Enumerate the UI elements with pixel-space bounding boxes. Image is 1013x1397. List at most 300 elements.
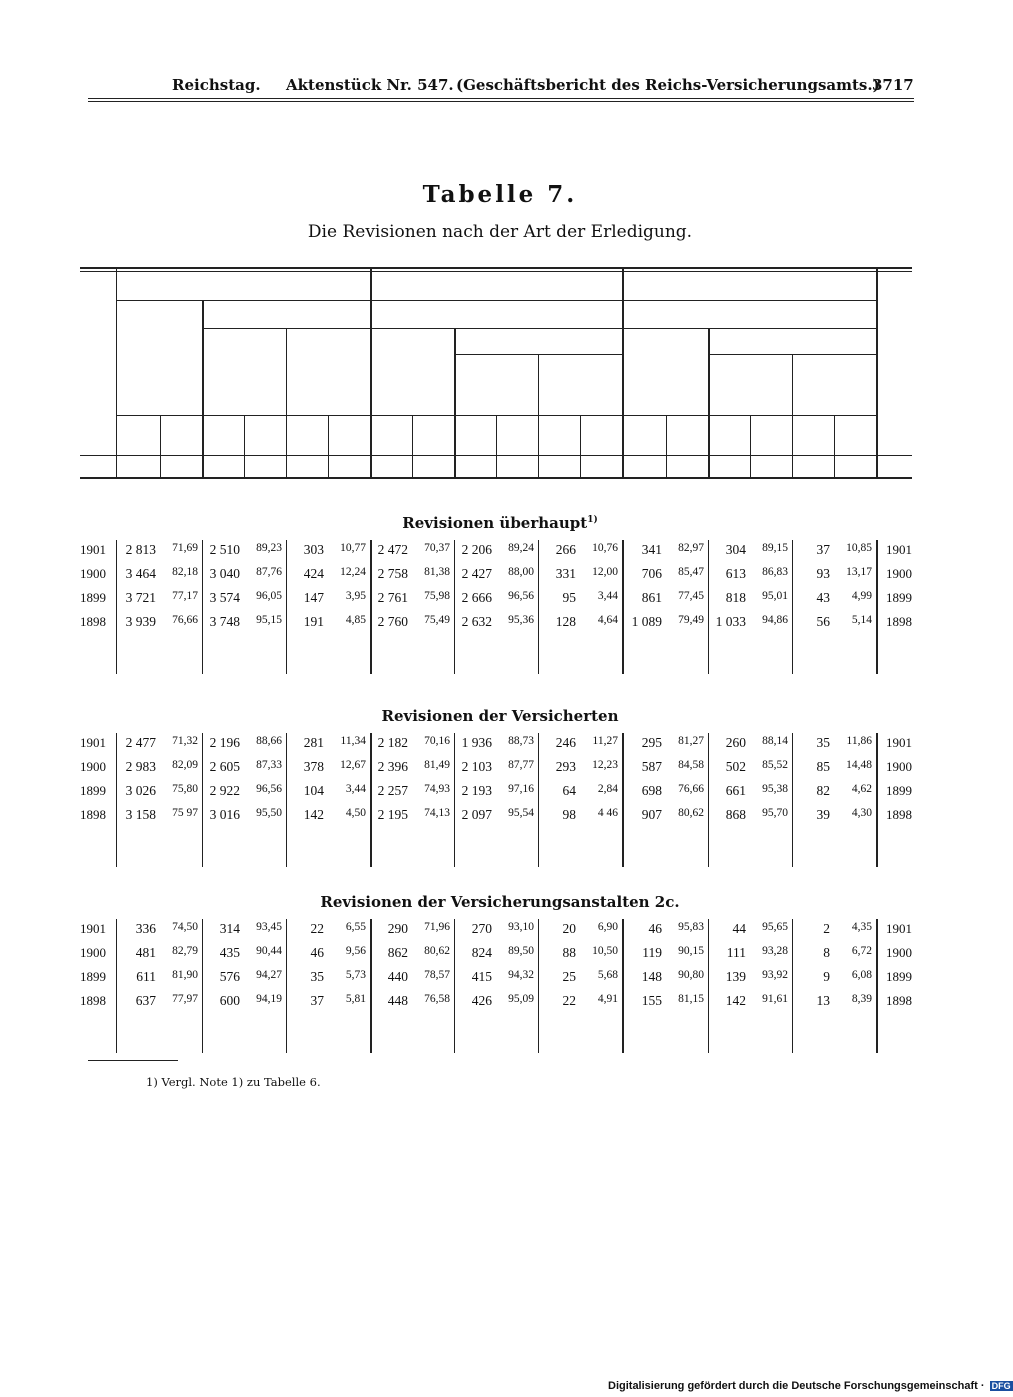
cell-prozent: 95,54 — [508, 807, 534, 819]
body-vline-0-3 — [454, 540, 455, 674]
body-vline-0-6 — [876, 540, 878, 674]
cell-prozent: 75,49 — [424, 614, 450, 626]
body-vline-2-3 — [454, 919, 455, 1053]
cell-prozent: 93,10 — [508, 921, 534, 933]
cell-absolut: 698 — [641, 783, 662, 798]
cell-prozent: 6,72 — [851, 945, 872, 957]
cell-prozent: 10,77 — [340, 542, 366, 554]
body-vline-b-0-0 — [286, 540, 287, 674]
cell-absolut: 3 721 — [125, 590, 156, 605]
cell-absolut: 2 427 — [461, 566, 492, 581]
row-year-right: 1901 — [886, 542, 912, 557]
cell-prozent: 8,39 — [851, 993, 872, 1005]
cell-prozent: 4,50 — [345, 807, 366, 819]
section-title-text: Revisionen überhaupt — [402, 514, 588, 532]
body-vline-1-0 — [116, 733, 117, 867]
cell-absolut: 2 206 — [461, 542, 492, 557]
cell-prozent: 95,36 — [508, 614, 534, 626]
cell-absolut: 3 574 — [209, 590, 240, 605]
cell-prozent: 12,23 — [592, 759, 618, 771]
cell-absolut: 3 464 — [125, 566, 156, 581]
body-vline-2-0 — [116, 919, 117, 1053]
running-header-subject: (Geschäftsbericht des Reichs-Versicherungsamts.) — [456, 76, 880, 94]
cell-prozent: 78,57 — [424, 969, 450, 981]
cell-absolut: 824 — [471, 945, 492, 960]
cell-prozent: 6,55 — [345, 921, 366, 933]
cell-absolut: 2 632 — [461, 614, 492, 629]
row-year-left: 1898 — [80, 807, 106, 822]
cell-prozent: 90,15 — [678, 945, 704, 957]
cell-prozent: 88,73 — [508, 735, 534, 747]
header-top-rule — [80, 267, 912, 269]
cell-absolut: 304 — [725, 542, 746, 557]
body-vline-b-2-1 — [538, 919, 539, 1053]
cell-absolut: 637 — [135, 993, 156, 1008]
cell-prozent: 90,44 — [256, 945, 282, 957]
cell-absolut: 2 758 — [377, 566, 408, 581]
hdr-vline-pair-7 — [750, 415, 751, 477]
cell-absolut: 246 — [555, 735, 576, 750]
cell-absolut: 142 — [725, 993, 746, 1008]
row-year-left: 1901 — [80, 735, 106, 750]
row-year-left: 1900 — [80, 759, 106, 774]
cell-absolut: 331 — [555, 566, 576, 581]
cell-absolut: 37 — [310, 993, 324, 1008]
cell-absolut: 415 — [471, 969, 492, 984]
body-vline-0-0 — [116, 540, 117, 674]
cell-absolut: 907 — [641, 807, 662, 822]
cell-prozent: 4,85 — [345, 614, 366, 626]
cell-absolut: 2 605 — [209, 759, 240, 774]
cell-absolut: 2 196 — [209, 735, 240, 750]
cell-prozent: 10,85 — [846, 542, 872, 554]
cell-prozent: 96,56 — [256, 783, 282, 795]
cell-absolut: 128 — [555, 614, 576, 629]
hdr-vline-pair-0 — [160, 415, 161, 477]
cell-absolut: 861 — [641, 590, 662, 605]
cell-prozent: 11,86 — [846, 735, 872, 747]
cell-absolut: 22 — [562, 993, 576, 1008]
body-vline-0-5 — [708, 540, 709, 674]
cell-prozent: 70,37 — [424, 542, 450, 554]
row-year-left: 1901 — [80, 921, 106, 936]
hdr-vline-pair-2 — [328, 415, 329, 477]
cell-absolut: 82 — [816, 783, 830, 798]
cell-prozent: 4,91 — [597, 993, 618, 1005]
cell-absolut: 426 — [471, 993, 492, 1008]
cell-prozent: 71,96 — [424, 921, 450, 933]
cell-absolut: 2 396 — [377, 759, 408, 774]
cell-absolut: 2 195 — [377, 807, 408, 822]
cell-prozent: 13,17 — [846, 566, 872, 578]
cell-absolut: 2 477 — [125, 735, 156, 750]
cell-prozent: 85,52 — [762, 759, 788, 771]
row-year-left: 1900 — [80, 945, 106, 960]
footnote-rule — [88, 1060, 178, 1061]
cell-prozent: 74,93 — [424, 783, 450, 795]
row-year-right: 1900 — [886, 566, 912, 581]
cell-prozent: 95,15 — [256, 614, 282, 626]
cell-absolut: 706 — [641, 566, 662, 581]
cell-absolut: 3 158 — [125, 807, 156, 822]
cell-prozent: 94,27 — [256, 969, 282, 981]
cell-prozent: 4,64 — [597, 614, 618, 626]
cell-prozent: 80,62 — [424, 945, 450, 957]
body-vline-0-1 — [202, 540, 203, 674]
cell-absolut: 611 — [136, 969, 156, 984]
body-vline-0-4 — [622, 540, 624, 674]
cell-absolut: 147 — [303, 590, 324, 605]
cell-prozent: 81,38 — [424, 566, 450, 578]
row-year-left: 1900 — [80, 566, 106, 581]
cell-prozent: 5,73 — [345, 969, 366, 981]
cell-prozent: 71,69 — [172, 542, 198, 554]
cell-prozent: 90,80 — [678, 969, 704, 981]
row-year-right: 1899 — [886, 783, 912, 798]
cell-absolut: 481 — [135, 945, 156, 960]
cell-absolut: 39 — [816, 807, 830, 822]
cell-prozent: 2,84 — [597, 783, 618, 795]
cell-prozent: 9,56 — [345, 945, 366, 957]
cell-prozent: 76,66 — [678, 783, 704, 795]
cell-absolut: 1 033 — [715, 614, 746, 629]
cell-absolut: 93 — [816, 566, 830, 581]
page-number: 3717 — [872, 76, 914, 94]
body-vline-b-2-0 — [286, 919, 287, 1053]
page-subtitle: Die Revisionen nach der Art der Erledigung. — [307, 222, 693, 242]
cell-absolut: 155 — [641, 993, 662, 1008]
body-vline-b-0-1 — [538, 540, 539, 674]
body-vline-1-5 — [708, 733, 709, 867]
cell-absolut: 85 — [816, 759, 830, 774]
cell-absolut: 64 — [562, 783, 576, 798]
cell-absolut: 2 472 — [377, 542, 408, 557]
cell-absolut: 2 761 — [377, 590, 408, 605]
cell-absolut: 2 760 — [377, 614, 408, 629]
cell-absolut: 2 103 — [461, 759, 492, 774]
row-year-right: 1898 — [886, 993, 912, 1008]
cell-prozent: 95,50 — [256, 807, 282, 819]
cell-prozent: 4,35 — [851, 921, 872, 933]
cell-absolut: 2 813 — [125, 542, 156, 557]
cell-absolut: 2 — [823, 921, 830, 936]
body-vline-b-1-0 — [286, 733, 287, 867]
cell-prozent: 82,79 — [172, 945, 198, 957]
cell-prozent: 71,32 — [172, 735, 198, 747]
body-vline-2-4 — [622, 919, 624, 1053]
cell-absolut: 3 748 — [209, 614, 240, 629]
hdr-vline-pair-8 — [834, 415, 835, 477]
cell-prozent: 80,62 — [678, 807, 704, 819]
row-year-right: 1900 — [886, 945, 912, 960]
row-year-left: 1898 — [80, 993, 106, 1008]
cell-prozent: 81,90 — [172, 969, 198, 981]
cell-prozent: 74,13 — [424, 807, 450, 819]
header-row1-rule — [116, 300, 876, 301]
hdr-vline-pair-3 — [412, 415, 413, 477]
cell-absolut: 88 — [562, 945, 576, 960]
cell-prozent: 81,27 — [678, 735, 704, 747]
body-vline-1-1 — [202, 733, 203, 867]
cell-absolut: 20 — [562, 921, 576, 936]
cell-absolut: 25 — [562, 969, 576, 984]
cell-prozent: 4,62 — [851, 783, 872, 795]
body-vline-1-3 — [454, 733, 455, 867]
section-title-2 — [0, 707, 1000, 725]
row-year-left: 1899 — [80, 590, 106, 605]
cell-prozent: 79,49 — [678, 614, 704, 626]
hdr-vline-jahr — [116, 267, 117, 477]
hdr-vline-ins-end — [370, 267, 372, 477]
cell-absolut: 9 — [823, 969, 830, 984]
body-vline-2-2 — [370, 919, 372, 1053]
cell-absolut: 35 — [816, 735, 830, 750]
cell-absolut: 37 — [816, 542, 830, 557]
row-year-right: 1898 — [886, 614, 912, 629]
cell-absolut: 104 — [303, 783, 324, 798]
row-year-left: 1899 — [80, 969, 106, 984]
cell-prozent: 88,14 — [762, 735, 788, 747]
cell-prozent: 85,47 — [678, 566, 704, 578]
cell-prozent: 74,50 — [172, 921, 198, 933]
cell-prozent: 93,45 — [256, 921, 282, 933]
row-year-left: 1898 — [80, 614, 106, 629]
cell-prozent: 75,80 — [172, 783, 198, 795]
cell-absolut: 435 — [219, 945, 240, 960]
digitization-credit-text: Digitalisierung gefördert durch die Deutsche Forschungsgemeinschaft — [608, 1380, 978, 1392]
cell-prozent: 10,50 — [592, 945, 618, 957]
cell-absolut: 293 — [555, 759, 576, 774]
cell-absolut: 314 — [219, 921, 240, 936]
cell-absolut: 378 — [303, 759, 324, 774]
section-title-text: Revisionen der Versicherungsanstalten 2c. — [320, 893, 680, 911]
cell-absolut: 600 — [219, 993, 240, 1008]
cell-prozent: 82,97 — [678, 542, 704, 554]
cell-prozent: 94,19 — [256, 993, 282, 1005]
cell-prozent: 87,76 — [256, 566, 282, 578]
cell-absolut: 1 089 — [631, 614, 662, 629]
section-title-text: Revisionen der Versicherten — [381, 707, 619, 725]
header-rule — [88, 98, 914, 99]
hdr-vline-urt3 — [792, 354, 793, 477]
cell-prozent: 5,14 — [851, 614, 872, 626]
cell-prozent: 11,34 — [340, 735, 366, 747]
section-title-1 — [0, 514, 1000, 532]
hdr-vline-inv-end — [622, 267, 624, 477]
cell-prozent: 88,00 — [508, 566, 534, 578]
cell-prozent: 5,68 — [597, 969, 618, 981]
body-vline-1-4 — [622, 733, 624, 867]
cell-prozent: 95,70 — [762, 807, 788, 819]
header-bottom-rule — [80, 477, 912, 479]
cell-absolut: 22 — [310, 921, 324, 936]
cell-absolut: 2 510 — [209, 542, 240, 557]
cell-prozent: 89,24 — [508, 542, 534, 554]
cell-prozent: 10,76 — [592, 542, 618, 554]
cell-prozent: 82,09 — [172, 759, 198, 771]
cell-prozent: 77,17 — [172, 590, 198, 602]
cell-prozent: 11,27 — [592, 735, 618, 747]
running-header-left: Reichstag. — [172, 76, 261, 94]
cell-prozent: 75,98 — [424, 590, 450, 602]
hdr-vline-alt-end — [876, 267, 878, 477]
header-top-rule-2 — [80, 271, 912, 272]
hdr-vline-urt2 — [538, 354, 539, 477]
cell-prozent: 3,44 — [345, 783, 366, 795]
cell-prozent: 12,24 — [340, 566, 366, 578]
cell-absolut: 448 — [387, 993, 408, 1008]
cell-absolut: 2 922 — [209, 783, 240, 798]
cell-prozent: 12,00 — [592, 566, 618, 578]
running-header-center: Aktenstück Nr. 547. — [286, 76, 454, 94]
cell-prozent: 76,66 — [172, 614, 198, 626]
body-vline-b-1-2 — [792, 733, 793, 867]
cell-absolut: 260 — [725, 735, 746, 750]
cell-prozent: 95,01 — [762, 590, 788, 602]
cell-absolut: 2 257 — [377, 783, 408, 798]
cell-prozent: 77,45 — [678, 590, 704, 602]
cell-absolut: 191 — [303, 614, 324, 629]
cell-absolut: 862 — [387, 945, 408, 960]
hdr-vline-ueb1 — [202, 300, 204, 477]
cell-prozent: 84,58 — [678, 759, 704, 771]
cell-absolut: 44 — [732, 921, 746, 936]
cell-absolut: 43 — [816, 590, 830, 605]
cell-absolut: 818 — [725, 590, 746, 605]
cell-absolut: 139 — [725, 969, 746, 984]
body-vline-2-6 — [876, 919, 878, 1053]
cell-prozent: 91,61 — [762, 993, 788, 1005]
body-vline-b-0-2 — [792, 540, 793, 674]
cell-absolut: 46 — [648, 921, 662, 936]
cell-prozent: 95,83 — [678, 921, 704, 933]
cell-prozent: 89,15 — [762, 542, 788, 554]
cell-absolut: 1 936 — [461, 735, 492, 750]
row-year-right: 1900 — [886, 759, 912, 774]
cell-absolut: 13 — [816, 993, 830, 1008]
body-vline-b-2-2 — [792, 919, 793, 1053]
row-year-right: 1899 — [886, 969, 912, 984]
cell-prozent: 89,23 — [256, 542, 282, 554]
cell-prozent: 87,77 — [508, 759, 534, 771]
body-vline-2-1 — [202, 919, 203, 1053]
body-vline-0-2 — [370, 540, 372, 674]
cell-absolut: 111 — [726, 945, 746, 960]
cell-prozent: 4,99 — [851, 590, 872, 602]
hdr-vline-pair-5 — [580, 415, 581, 477]
cell-prozent: 70,16 — [424, 735, 450, 747]
cell-absolut: 2 666 — [461, 590, 492, 605]
cell-prozent: 97,16 — [508, 783, 534, 795]
cell-absolut: 148 — [641, 969, 662, 984]
cell-prozent: 96,56 — [508, 590, 534, 602]
cell-absolut: 576 — [219, 969, 240, 984]
digitization-credit: Digitalisierung gefördert durch die Deutsche Forschungsgemeinschaft · DFG — [608, 1380, 1011, 1392]
cell-absolut: 661 — [725, 783, 746, 798]
row-year-left: 1901 — [80, 542, 106, 557]
cell-prozent: 95,09 — [508, 993, 534, 1005]
cell-prozent: 81,15 — [678, 993, 704, 1005]
cell-prozent: 77,97 — [172, 993, 198, 1005]
hdr-vline-ueb3 — [708, 328, 710, 477]
cell-absolut: 142 — [303, 807, 324, 822]
section-footnote-mark: 1) — [587, 515, 598, 525]
hdr-vline-urt1 — [286, 328, 287, 477]
cell-absolut: 2 983 — [125, 759, 156, 774]
cell-prozent: 4,30 — [851, 807, 872, 819]
cell-prozent: 12,67 — [340, 759, 366, 771]
page-title: Tabelle 7. — [422, 181, 578, 208]
cell-prozent: 96,05 — [256, 590, 282, 602]
cell-absolut: 270 — [471, 921, 492, 936]
cell-absolut: 35 — [310, 969, 324, 984]
row-year-right: 1898 — [886, 807, 912, 822]
cell-absolut: 46 — [310, 945, 324, 960]
section-title-3 — [0, 893, 1000, 911]
cell-absolut: 56 — [816, 614, 830, 629]
body-vline-2-5 — [708, 919, 709, 1053]
body-vline-b-1-1 — [538, 733, 539, 867]
cell-prozent: 94,86 — [762, 614, 788, 626]
row-year-left: 1899 — [80, 783, 106, 798]
cell-prozent: 88,66 — [256, 735, 282, 747]
cell-absolut: 266 — [555, 542, 576, 557]
cell-absolut: 336 — [135, 921, 156, 936]
cell-prozent: 6,08 — [851, 969, 872, 981]
footnote: 1) Vergl. Note 1) zu Tabelle 6. — [146, 1075, 321, 1089]
cell-prozent: 82,18 — [172, 566, 198, 578]
cell-absolut: 424 — [303, 566, 324, 581]
cell-absolut: 290 — [387, 921, 408, 936]
cell-prozent: 93,92 — [762, 969, 788, 981]
header-rule-2 — [88, 101, 914, 102]
cell-absolut: 295 — [641, 735, 662, 750]
row-year-right: 1899 — [886, 590, 912, 605]
cell-prozent: 86,83 — [762, 566, 788, 578]
cell-absolut: 303 — [303, 542, 324, 557]
dfg-logo: DFG — [991, 1381, 1011, 1391]
cell-prozent: 14,48 — [846, 759, 872, 771]
hdr-vline-ueb2 — [454, 328, 456, 477]
cell-absolut: 2 193 — [461, 783, 492, 798]
cell-prozent: 89,50 — [508, 945, 534, 957]
cell-absolut: 95 — [562, 590, 576, 605]
hdr-vline-pair-6 — [666, 415, 667, 477]
cell-prozent: 3,95 — [345, 590, 366, 602]
cell-prozent: 93,28 — [762, 945, 788, 957]
cell-prozent: 76,58 — [424, 993, 450, 1005]
cell-prozent: 5,81 — [345, 993, 366, 1005]
cell-prozent: 81,49 — [424, 759, 450, 771]
row-year-right: 1901 — [886, 735, 912, 750]
cell-prozent: 95,38 — [762, 783, 788, 795]
body-vline-1-2 — [370, 733, 372, 867]
body-vline-1-6 — [876, 733, 878, 867]
cell-absolut: 868 — [725, 807, 746, 822]
cell-absolut: 98 — [562, 807, 576, 822]
cell-absolut: 341 — [641, 542, 662, 557]
cell-absolut: 613 — [725, 566, 746, 581]
cell-absolut: 119 — [642, 945, 662, 960]
cell-absolut: 502 — [725, 759, 746, 774]
cell-prozent: 4 46 — [597, 807, 618, 819]
cell-absolut: 3 040 — [209, 566, 240, 581]
cell-prozent: 75 97 — [172, 807, 198, 819]
cell-absolut: 281 — [303, 735, 324, 750]
cell-absolut: 3 016 — [209, 807, 240, 822]
cell-prozent: 87,33 — [256, 759, 282, 771]
cell-prozent: 3,44 — [597, 590, 618, 602]
